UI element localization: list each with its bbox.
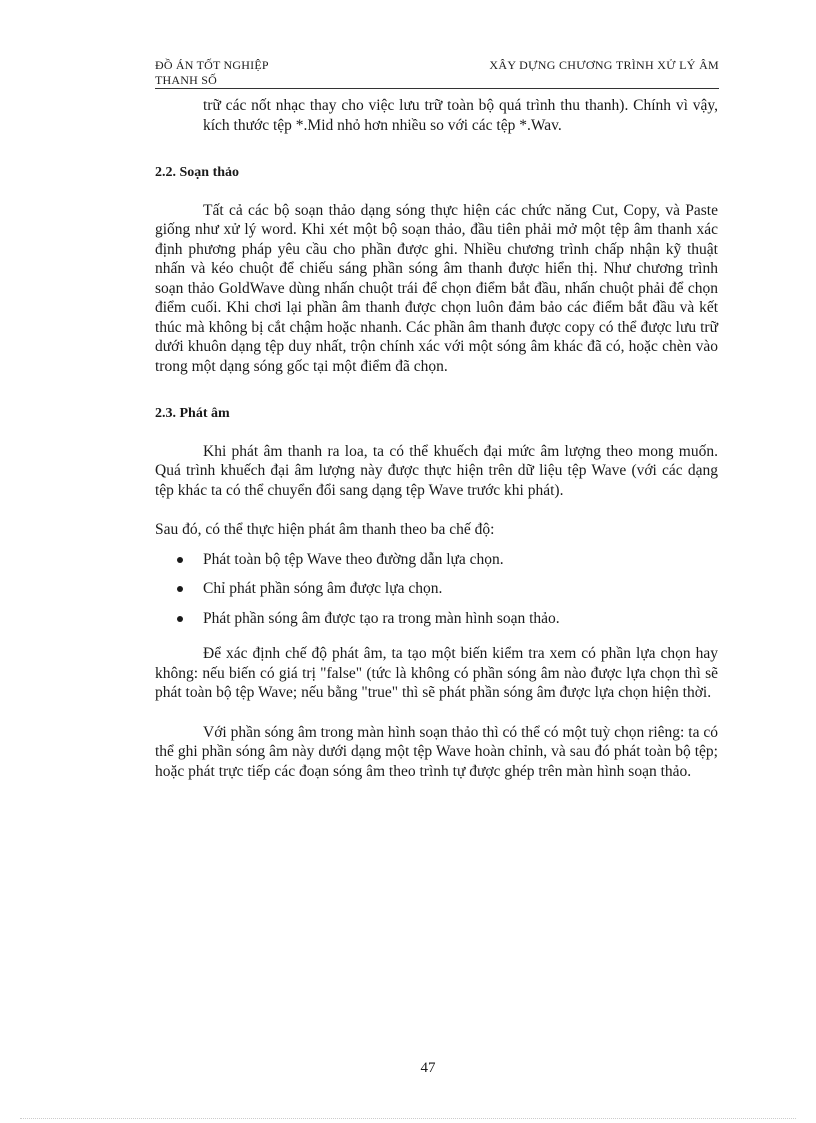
list-item-text: Phát toàn bộ tệp Wave theo đường dẫn lựa chọn.: [203, 550, 504, 568]
page-bottom-edge: [20, 1118, 796, 1119]
section-heading-2-2: 2.2. Soạn thảo: [155, 165, 240, 180]
bullet-icon: [177, 586, 183, 592]
bullet-icon: [177, 557, 183, 563]
section-2-3-paragraph-1: Khi phát âm thanh ra loa, ta có thể khuếch đại mức âm lượng theo mong muốn. Quá trình khuếch đại âm lượng này được thực hiện trên dữ liệu tệp Wave (với các dạng tệp khác ta có thể chuyển đổi sang dạng tệp Wave trước khi phát).: [155, 442, 718, 499]
header-left-line2: THANH SỐ: [155, 73, 217, 87]
section-2-3-paragraph-2: Sau đó, có thể thực hiện phát âm thanh theo ba chế độ:: [155, 521, 495, 538]
list-item-text: Chỉ phát phần sóng âm được lựa chọn.: [203, 580, 443, 597]
header-left-line1: ĐỒ ÁN TỐT NGHIỆP: [155, 58, 269, 72]
section-2-3-paragraph-3: Để xác định chế độ phát âm, ta tạo một biến kiểm tra xem có phần lựa chọn hay không: nếu biến có giá trị "false" (tức là không có phần sóng âm nào được lựa chọn thì sẽ phát toàn bộ tệp Wave; nếu bằng "true" thì sẽ phát phần sóng âm được lựa chọn hiện thời.: [155, 645, 718, 701]
section-2-2-paragraph: Tất cả các bộ soạn thảo dạng sóng thực hiện các chức năng Cut, Copy, và Paste giống như xử lý word. Khi xét một bộ soạn thảo, đầu tiên phải mở một tệp âm thanh xác định phương pháp yêu cầu cho phần được ghi. Nhiều chương trình chấp nhận kỹ thuật nhấn và kéo chuột để chiếu sáng phần sóng âm thanh được hiển thị. Như chương trình soạn thảo GoldWave dùng nhấn chuột trái để chọn điểm bắt đầu, nhấn chuột phải để chọn điểm cuối. Khi chơi lại phần âm thanh được chọn luôn đảm bảo các điểm bắt đầu và kết thúc mà không bị cắt chậm hoặc nhanh. Các phần âm thanh được copy có thể được lưu trữ dưới khuôn dạng tệp duy nhất, trộn chính xác với một sóng âm khác đã có, hoặc chèn vào trong một dạng sóng gốc tại một điểm đã chọn.: [155, 201, 718, 375]
section-2-3-paragraph-4: Với phần sóng âm trong màn hình soạn thảo thì có thể có một tuỳ chọn riêng: ta có thể ghi phần sóng âm này dưới dạng một tệp Wave hoàn chỉnh, và sau đó phát toàn bộ tệp; hoặc phát trực tiếp các đoạn sóng âm theo trình tự được ghép trên màn hình soạn thảo.: [155, 723, 718, 780]
list-item: [155, 579, 718, 599]
intro-paragraph: trữ các nốt nhạc thay cho việc lưu trữ toàn bộ quá trình thu thanh). Chính vì vậy, kích thước tệp *.Mid nhỏ hơn nhiều so với các tệp *.Wav.: [203, 97, 718, 134]
list-item: [155, 550, 718, 570]
page-number: 47: [420, 1060, 436, 1076]
bullet-icon: [177, 616, 183, 622]
header-divider: [155, 88, 719, 89]
bullet-list: [155, 550, 718, 629]
list-item-text: Phát phần sóng âm được tạo ra trong màn hình soạn thảo.: [203, 609, 560, 627]
header-right: XÂY DỰNG CHƯƠNG TRÌNH XỬ LÝ ÂM: [489, 58, 719, 72]
section-heading-2-3: 2.3. Phát âm: [155, 406, 230, 421]
header-left: [155, 58, 269, 88]
list-item: [155, 609, 718, 629]
page-body: [155, 96, 718, 781]
